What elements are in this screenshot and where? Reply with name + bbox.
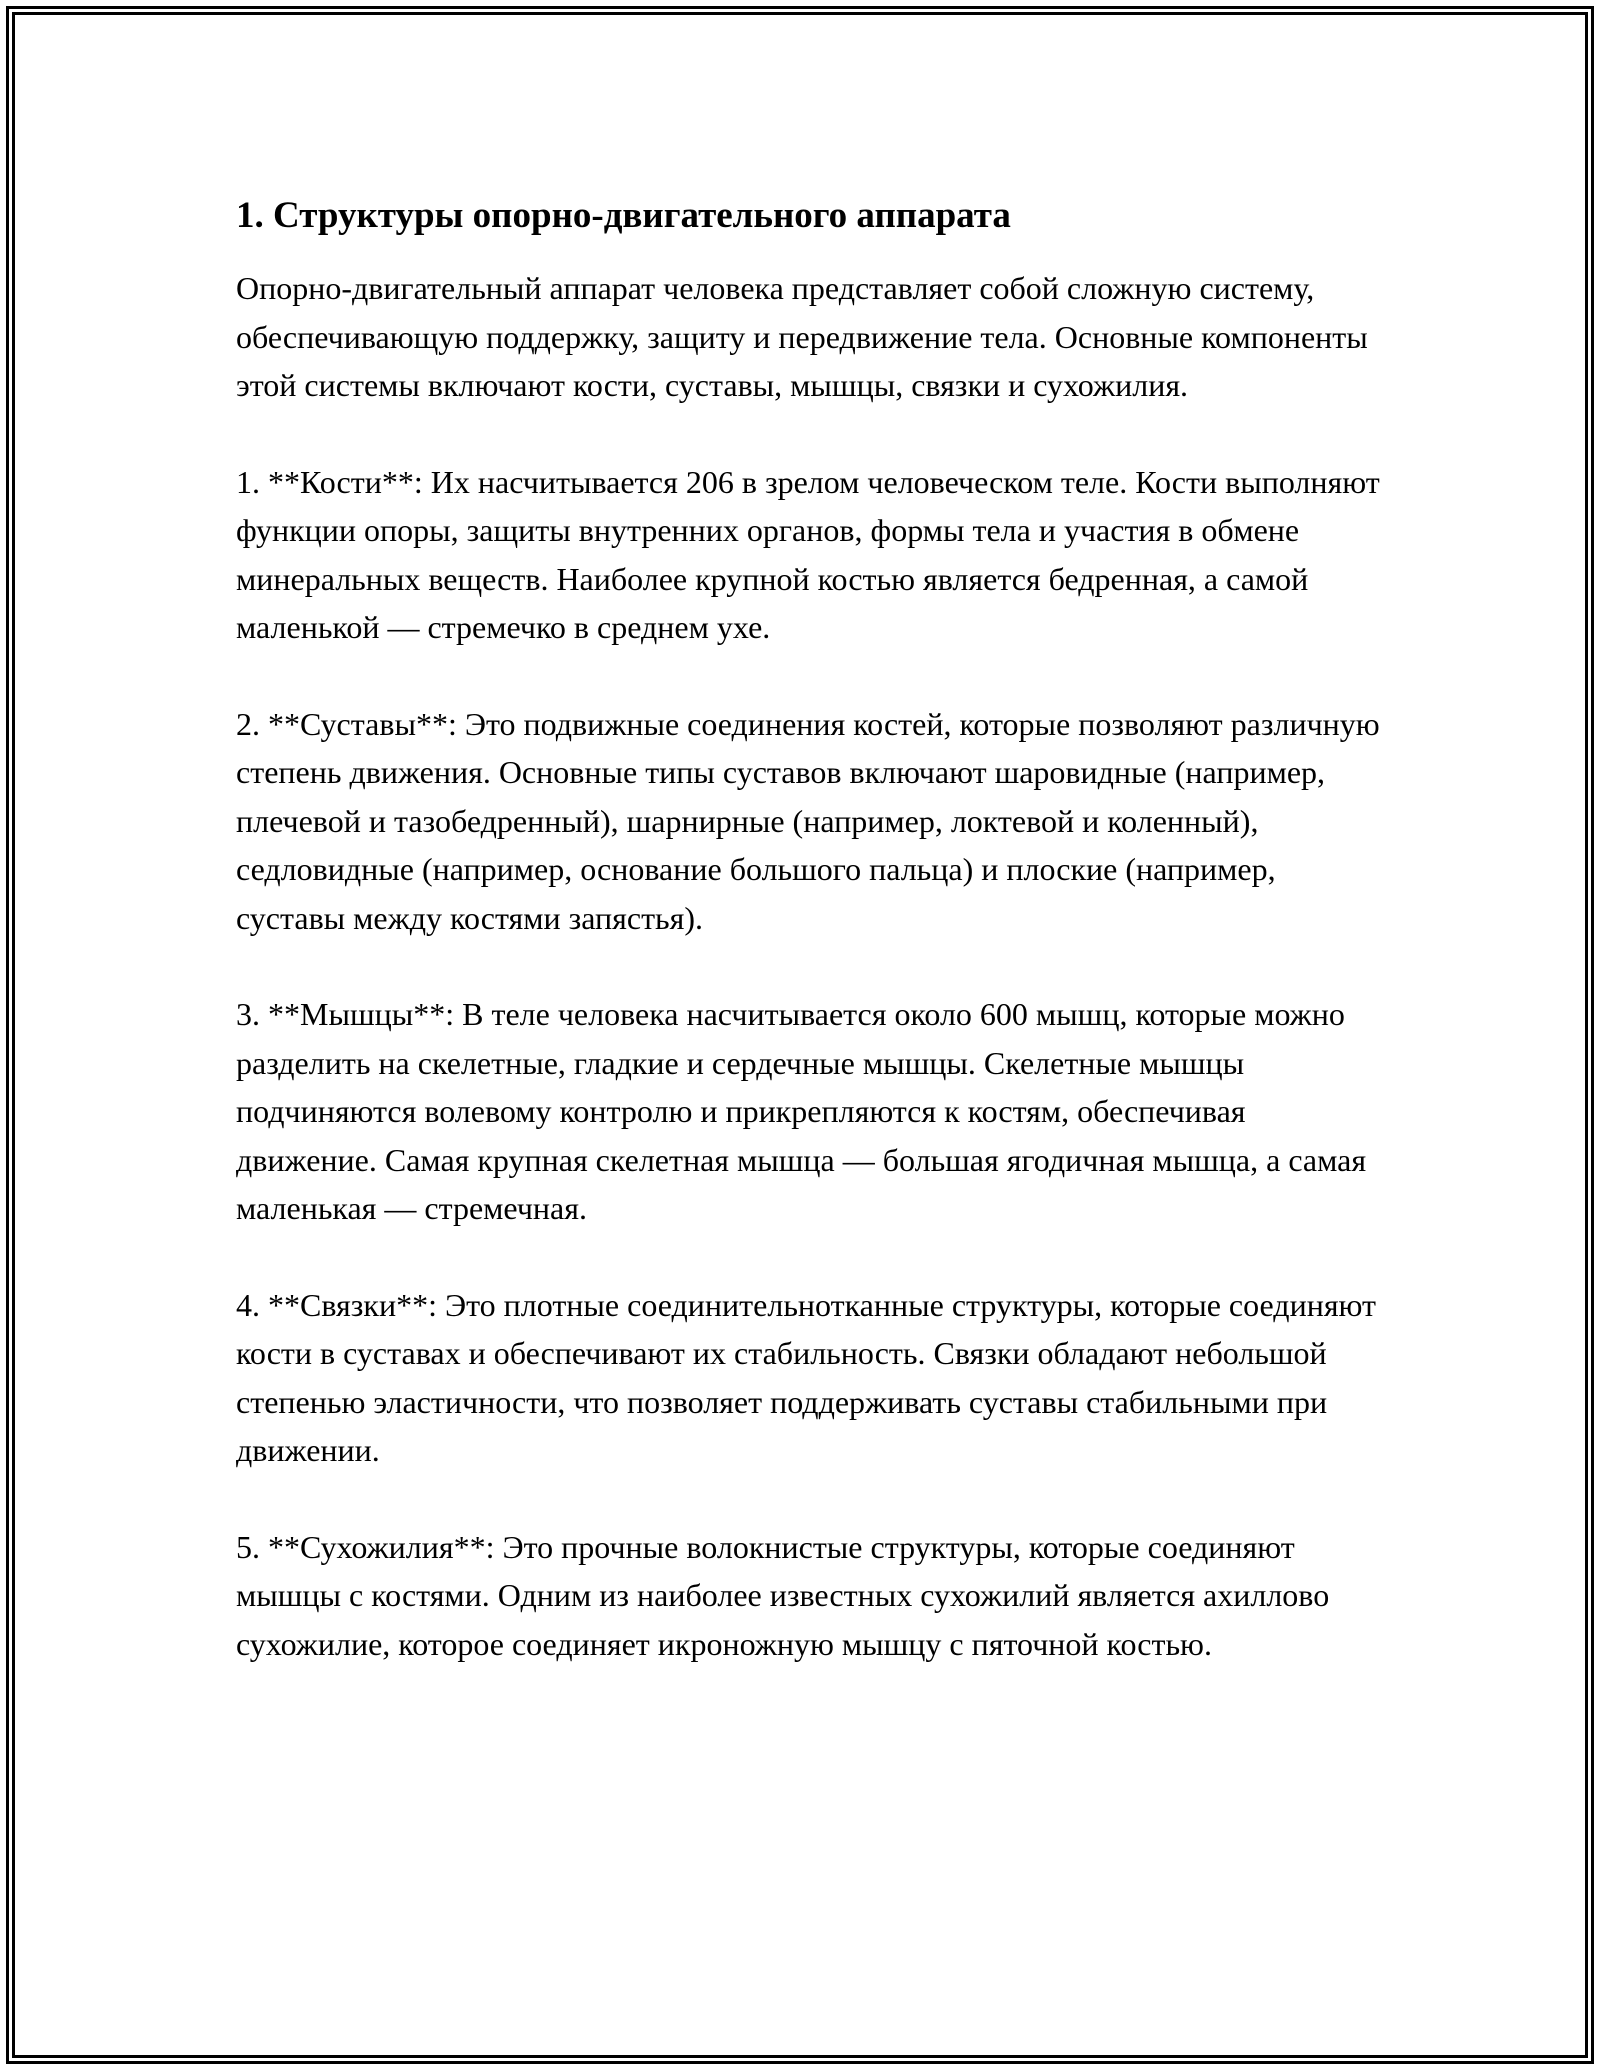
paragraph-joints: 2. **Суставы**: Это подвижные соединения костей, которые позволяют различную степень движения. Основные типы суставов включают шаровидные (например, плечевой и тазобедренный), шарнирные (например, локтевой и коленный), седловидные (например, основание большого пальца) и плоские (например, суставы между костями запястья). [236, 705, 1380, 936]
paragraph-ligaments: 4. **Связки**: Это плотные соединительнотканные структуры, которые соединяют кости в суставах и обеспечивают их стабильность. Связки обладают небольшой степенью эластичности, что позволяет поддерживать суставы стабильными при движении. [236, 1286, 1377, 1468]
intro-paragraph: Опорно-двигательный аппарат человека представляет собой сложную систему, обеспечивающую поддержку, защиту и передвижение тела. Основные компоненты этой системы включают кости, суставы, мышцы, связки и сухожилия. [236, 270, 1368, 403]
paragraph-tendons: 5. **Сухожилия**: Это прочные волокнистые структуры, которые соединяют мышцы с костями. Одним из наиболее известных сухожилий является ахиллово сухожилие, которое соединяет икроножную мышцу с пяточной костью. [236, 1528, 1330, 1662]
document-body [236, 186, 1386, 1668]
paragraph-muscles: 3. **Мышцы**: В теле человека насчитывается около 600 мышц, которые можно разделить на скелетные, гладкие и сердечные мышцы. Скелетные мышцы подчиняются волевому контролю и прикрепляются к костям, обеспечивая движение. Самая крупная скелетная мышца — большая ягодичная мышца, а самая маленькая — стремечная. [236, 996, 1367, 1226]
paragraph-bones: 1. **Кости**: Их насчитывается 206 в зрелом человеческом теле. Кости выполняют функции опоры, защиты внутренних органов, формы тела и участия в обмене минеральных веществ. Наиболее крупной костью является бедренная, а самой маленькой — стремечко в среднем ухе. [236, 463, 1380, 645]
document-title: 1. Структуры опорно-двигательного аппарата [236, 195, 1011, 236]
